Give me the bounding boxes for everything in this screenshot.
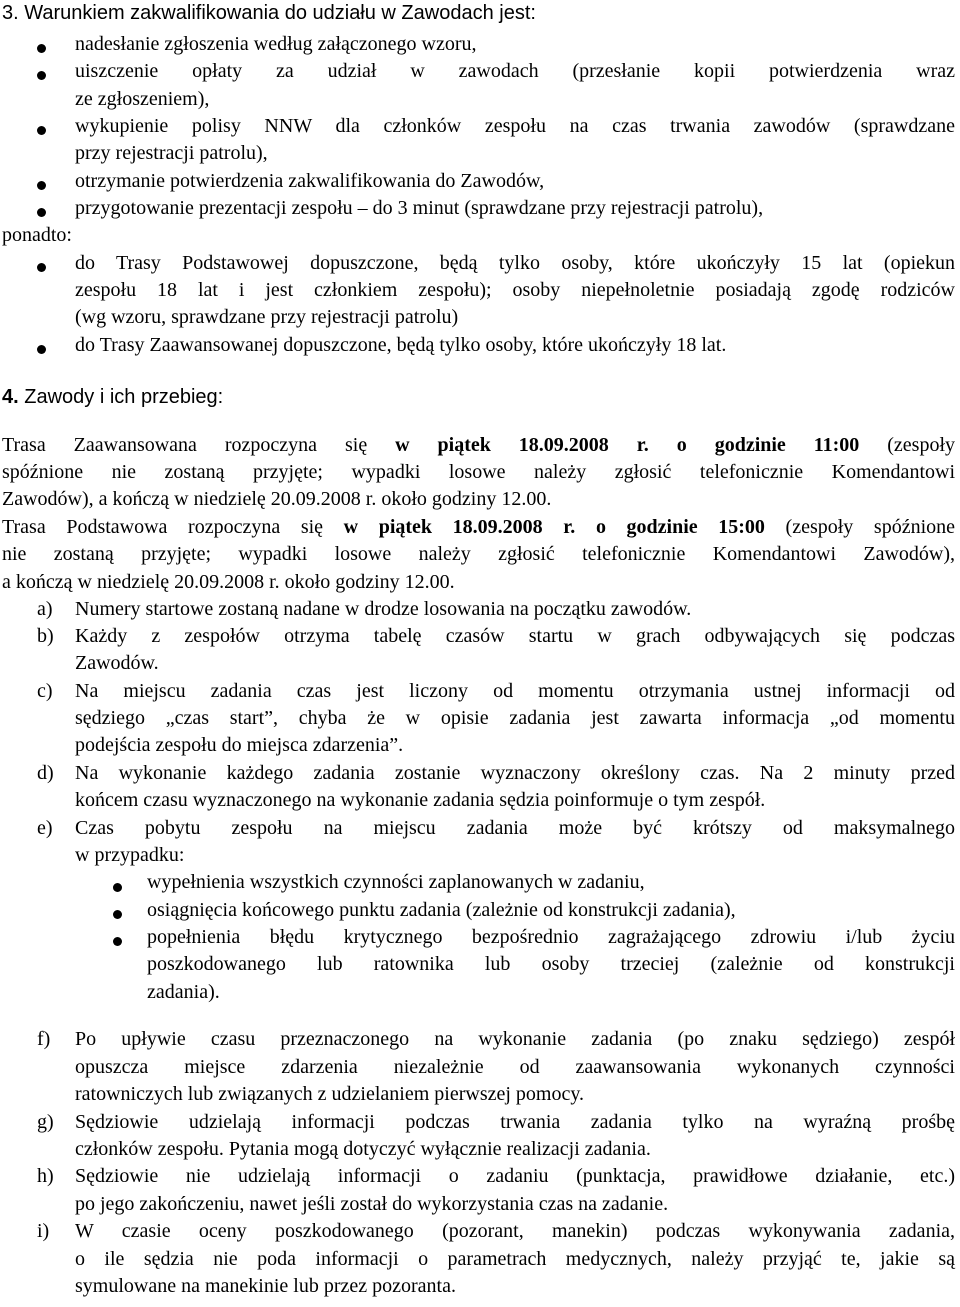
list-item: przy rejestracji patrolu),: [75, 142, 268, 164]
item-g-text: Sędziowie udzielają informacji podczas trwania zadania tylko na wyraźną prośbę: [75, 1111, 955, 1133]
item-d-text: końcem czasu wyznaczonego na wykonanie zadania sędzia poinformuje o tym zespół.: [75, 789, 766, 811]
item-i-text: symulowane na manekinie lub przez pozoranta.: [75, 1275, 456, 1297]
item-e-label: e): [37, 817, 53, 839]
bullet-icon: [113, 910, 122, 919]
sub-list-item: osiągnięcia końcowego punktu zadania (zależnie od konstrukcji zadania),: [147, 899, 736, 921]
basic-route-line-3: a kończą w niedzielę 20.09.2008 r. około godziny 12.00.: [2, 571, 455, 593]
time-bold: o godzinie 11:00: [676, 434, 860, 456]
section-4-number: 4.: [2, 386, 19, 408]
list-item: przygotowanie prezentacji zespołu – do 3 minut (sprawdzane przy rejestracji patrolu),: [75, 197, 764, 219]
bullet-icon: [37, 44, 46, 53]
item-f-text: Po upływie czasu przeznaczonego na wykonanie zadania (po znaku sędziego) zespół: [75, 1028, 955, 1050]
text-run: (zespoły: [859, 434, 956, 456]
advanced-route-line-3: Zawodów), a kończą w niedzielę 20.09.2008 r. około godziny 12.00.: [2, 488, 552, 510]
item-g-text: członków zespołu. Pytania mogą dotyczyć wyłącznie realizacji zadania.: [75, 1138, 651, 1160]
bullet-icon: [37, 345, 46, 354]
item-e-text: Czas pobytu zespołu na miejscu zadania może być krótszy od maksymalnego: [75, 817, 955, 839]
basic-route-line-2: nie zostaną przyjęte; wypadki losowe należy zgłosić telefonicznie Komendantowi Zawodów),: [2, 543, 955, 565]
item-e-text: w przypadku:: [75, 844, 185, 866]
item-b-text: Zawodów.: [75, 652, 159, 674]
item-c-label: c): [37, 680, 53, 702]
item-i-text: o ile sędzia nie poda informacji o parametrach medycznych, należy przyjąć te, jakie są: [75, 1248, 955, 1270]
item-c-text: Na miejscu zadania czas jest liczony od momentu otrzymania ustnej informacji od: [75, 680, 955, 702]
item-i-text: W czasie oceny poszkodowanego (pozorant, manekin) podczas wykonywania zadania,: [75, 1220, 955, 1242]
item-i-label: i): [37, 1220, 50, 1242]
sub-list-item: zadania).: [147, 981, 220, 1003]
date-bold: w piątek 18.09.2008 r.: [343, 516, 576, 538]
bullet-icon: [37, 181, 46, 190]
text-run: [649, 434, 677, 456]
item-g-label: g): [37, 1111, 54, 1133]
item-f-text: ratowniczych lub związanych z udzielaniem pierwszej pomocy.: [75, 1083, 585, 1105]
sub-list-item: poszkodowanego lub ratownika lub osoby trzeciej (zależnie od konstrukcji: [147, 953, 955, 975]
item-a-text: Numery startowe zostaną nadane w drodze losowania na początku zawodów.: [75, 598, 692, 620]
sub-list-item: popełnienia błędu krytycznego bezpośrednio zagrażającego zdrowiu i/lub życiu: [147, 926, 955, 948]
bullet-icon: [37, 208, 46, 217]
ponadto-label: ponadto:: [2, 224, 72, 246]
section-4-heading: [2, 384, 223, 411]
list-item: nadesłanie zgłoszenia według załączonego wzoru,: [75, 33, 477, 55]
advanced-route-line-1: [2, 432, 955, 459]
text-run: (zespoły spóźnione: [764, 516, 956, 538]
list-item: uiszczenie opłaty za udział w zawodach (przesłanie kopii potwierdzenia wraz: [75, 60, 955, 82]
bullet-icon: [37, 71, 46, 80]
item-c-text: sędziego „czas start”, chyba że w opisie zadania jest zawarta informacja „od momentu: [75, 707, 955, 729]
item-h-text: Sędziowie nie udzielają informacji o zadaniu (punktacja, prawidłowe działanie, etc.): [75, 1165, 955, 1187]
bullet-icon: [113, 937, 122, 946]
item-h-label: h): [37, 1165, 54, 1187]
list-item: do Trasy Podstawowej dopuszczone, będą tylko osoby, które ukończyły 15 lat (opiekun: [75, 252, 955, 274]
item-c-text: podejścia zespołu do miejsca zdarzenia”.: [75, 734, 404, 756]
time-bold: o godzinie 15:00: [595, 516, 765, 538]
list-item: wykupienie polisy NNW dla członków zespołu na czas trwania zawodów (sprawdzane: [75, 115, 955, 137]
text-run: [575, 516, 596, 538]
item-f-label: f): [37, 1028, 51, 1050]
date-bold: w piątek 18.09.2008 r.: [395, 434, 649, 456]
bullet-icon: [113, 883, 122, 892]
item-a-label: a): [37, 598, 53, 620]
item-d-text: Na wykonanie każdego zadania zostanie wyznaczony określony czas. Na 2 minuty przed: [75, 762, 955, 784]
section-4-title: Zawody i ich przebieg:: [18, 386, 224, 408]
item-b-text: Każdy z zespołów otrzyma tabelę czasów startu w grach odbywających się podczas: [75, 625, 955, 647]
bullet-icon: [37, 126, 46, 135]
list-item: do Trasy Zaawansowanej dopuszczone, będą tylko osoby, które ukończyły 18 lat.: [75, 334, 727, 356]
bullet-icon: [37, 263, 46, 272]
item-b-label: b): [37, 625, 54, 647]
text-run: Trasa Zaawansowana rozpoczyna się: [2, 434, 396, 456]
list-item: zespołu 18 lat i jest członkiem zespołu); osoby niepełnoletnie posiadają zgodę rodziców: [75, 279, 955, 301]
advanced-route-line-2: spóźnione nie zostaną przyjęte; wypadki losowe należy zgłosić telefonicznie Komendantowi: [2, 461, 955, 483]
list-item: ze zgłoszeniem),: [75, 88, 210, 110]
list-item: (wg wzoru, sprawdzane przy rejestracji patrolu): [75, 306, 459, 328]
basic-route-line-1: [2, 514, 955, 541]
item-f-text: opuszcza miejsce zdarzenia niezależnie od zaawansowania wykonanych czynności: [75, 1056, 955, 1078]
section-3-heading: 3. Warunkiem zakwalifikowania do udziału w Zawodach jest:: [2, 2, 536, 24]
list-item: otrzymanie potwierdzenia zakwalifikowania do Zawodów,: [75, 170, 545, 192]
item-d-label: d): [37, 762, 54, 784]
text-run: Trasa Podstawowa rozpoczyna się: [2, 516, 344, 538]
item-h-text: po jego zakończeniu, nawet jeśli został do wykorzystania czas na zadanie.: [75, 1193, 669, 1215]
sub-list-item: wypełnienia wszystkich czynności zaplanowanych w zadaniu,: [147, 871, 645, 893]
